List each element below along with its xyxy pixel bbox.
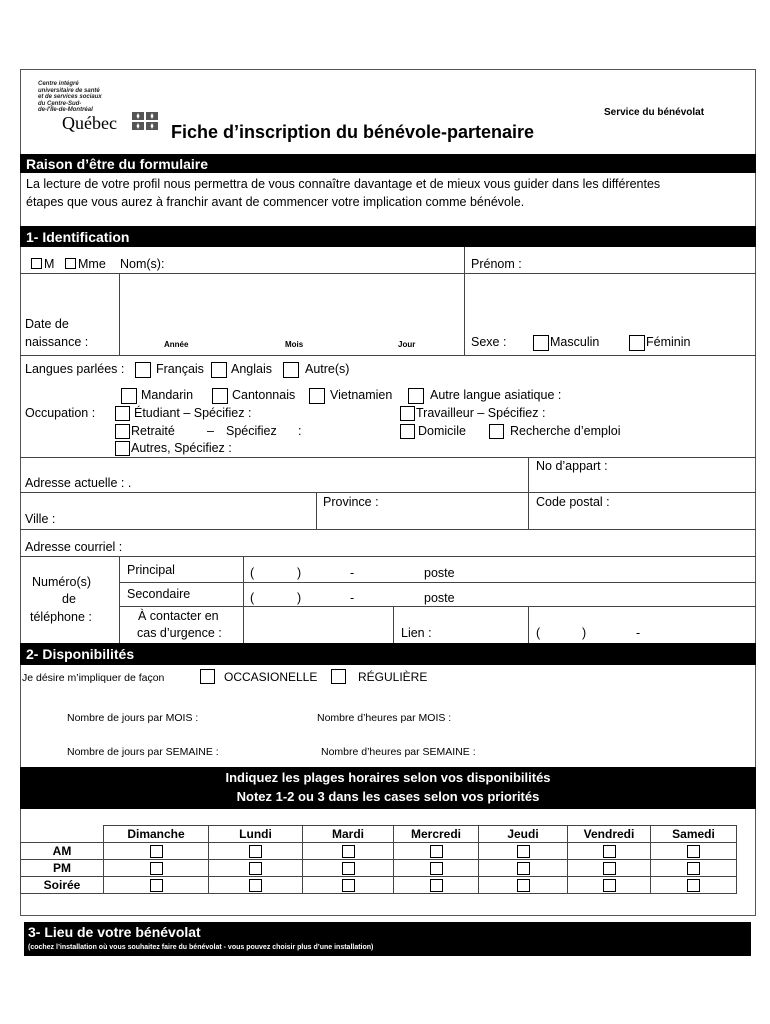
- schedule-header-row: [21, 826, 737, 843]
- slot-cell: [303, 843, 394, 860]
- urgence-dash: -: [636, 626, 641, 640]
- soiree-dimanche-checkbox[interactable]: [150, 879, 163, 892]
- identification-heading-bar: [20, 226, 756, 247]
- retraite-specifiez: Spécifiez: [226, 424, 277, 438]
- masculin-checkbox[interactable]: [533, 335, 549, 351]
- soiree-samedi-checkbox[interactable]: [687, 879, 700, 892]
- logo-line: du Centre-Sud-: [38, 100, 82, 107]
- service-label: Service du bénévolat: [604, 107, 705, 118]
- divider: [20, 556, 756, 557]
- slot-cell: [479, 843, 568, 860]
- am-jeudi-checkbox[interactable]: [517, 845, 530, 858]
- raison-heading-bar: [20, 154, 756, 173]
- divider: [20, 355, 756, 356]
- disponibilites-heading: 2- Disponibilités: [26, 646, 135, 662]
- retraite-colon: :: [298, 424, 302, 438]
- pm-jeudi-checkbox[interactable]: [517, 862, 530, 875]
- identification-heading: 1- Identification: [26, 229, 130, 245]
- row-label-pm: PM: [21, 860, 104, 877]
- quebec-flag-icon: [132, 112, 158, 130]
- pm-samedi-checkbox[interactable]: [687, 862, 700, 875]
- principal-dash: -: [350, 566, 355, 580]
- sexe-label: Sexe :: [471, 335, 507, 349]
- day-jeudi: Jeudi: [479, 826, 568, 843]
- slot-cell: [394, 877, 479, 894]
- domicile-checkbox[interactable]: [400, 424, 415, 439]
- appart-label: No d’appart :: [536, 459, 608, 473]
- autres-langues-checkbox[interactable]: [283, 362, 299, 378]
- secondaire-poste: poste: [424, 591, 455, 605]
- dob-label-line2: naissance :: [25, 335, 89, 349]
- feminin-label: Féminin: [646, 335, 691, 349]
- lien-label: Lien :: [401, 626, 432, 640]
- secondaire-label: Secondaire: [127, 587, 191, 601]
- lieu-heading-bar: [24, 922, 751, 956]
- etudiant-label: Étudiant – Spécifiez :: [134, 406, 252, 420]
- divider: [528, 457, 529, 529]
- schedule-row-soiree: [21, 877, 737, 894]
- travailleur-checkbox[interactable]: [400, 406, 415, 421]
- slot-cell: [303, 860, 394, 877]
- soiree-vendredi-checkbox[interactable]: [603, 879, 616, 892]
- anglais-checkbox[interactable]: [211, 362, 227, 378]
- francais-label: Français: [156, 362, 204, 376]
- telephone-label-line2: de: [62, 592, 76, 606]
- schedule-table: [20, 825, 737, 894]
- am-mercredi-checkbox[interactable]: [430, 845, 443, 858]
- am-dimanche-checkbox[interactable]: [150, 845, 163, 858]
- plages-horaires-bar: [20, 767, 756, 809]
- reguliere-checkbox[interactable]: [331, 669, 346, 684]
- divider: [393, 606, 394, 643]
- retraite-dash: –: [207, 424, 214, 438]
- autres-langues-label: Autre(s): [305, 362, 350, 376]
- pm-lundi-checkbox[interactable]: [249, 862, 262, 875]
- jours-semaine-label: Nombre de jours par SEMAINE :: [67, 746, 219, 758]
- logo-text: [38, 81, 102, 114]
- slot-cell: [479, 860, 568, 877]
- lieu-subtext: (cochez l’installation où vous souhaitez faire du bénévolat - vous pouvez choisir plus d’une installation): [28, 944, 374, 951]
- urgence-paren-close: ): [582, 626, 587, 640]
- dob-day-label: Jour: [398, 340, 416, 349]
- lieu-heading: 3- Lieu de votre bénévolat: [28, 924, 201, 940]
- urgence-label-line1: À contacter en: [138, 609, 219, 623]
- logo-line: Centre intégré: [38, 81, 79, 87]
- secondaire-dash: -: [350, 591, 355, 605]
- cantonnais-checkbox[interactable]: [212, 388, 228, 404]
- retraite-checkbox[interactable]: [115, 424, 130, 439]
- occasionelle-label: OCCASIONELLE: [224, 670, 318, 684]
- courriel-label: Adresse courriel :: [25, 540, 123, 554]
- form-title: Fiche d’inscription du bénévole-partenaire: [171, 122, 535, 142]
- am-vendredi-checkbox[interactable]: [603, 845, 616, 858]
- divider: [528, 606, 529, 643]
- divider: [20, 273, 756, 274]
- vietnamien-label: Vietnamien: [330, 388, 393, 402]
- m-label: M: [44, 257, 55, 271]
- day-samedi: Samedi: [651, 826, 737, 843]
- disponibilites-heading-bar: [20, 643, 756, 665]
- recherche-emploi-checkbox[interactable]: [489, 424, 504, 439]
- cantonnais-label: Cantonnais: [232, 388, 296, 402]
- divider: [243, 556, 244, 643]
- heures-mois-label: Nombre d’heures par MOIS :: [317, 712, 452, 724]
- etudiant-checkbox[interactable]: [115, 406, 130, 421]
- francais-checkbox[interactable]: [135, 362, 151, 378]
- divider: [119, 556, 120, 643]
- divider: [20, 529, 756, 530]
- quebec-wordmark: Québec: [62, 113, 117, 133]
- pm-mardi-checkbox[interactable]: [342, 862, 355, 875]
- nom-label: Nom(s):: [120, 257, 165, 271]
- mandarin-checkbox[interactable]: [121, 388, 137, 404]
- logo-line: universitaire de santé: [38, 87, 100, 94]
- divider: [119, 606, 756, 607]
- day-vendredi: Vendredi: [568, 826, 651, 843]
- slot-cell: [209, 860, 303, 877]
- logo-line: de-l'Île-de-Montréal: [38, 107, 93, 113]
- urgence-paren-open: (: [536, 626, 541, 640]
- slot-cell: [394, 860, 479, 877]
- am-samedi-checkbox[interactable]: [687, 845, 700, 858]
- slot-cell: [651, 843, 737, 860]
- am-lundi-checkbox[interactable]: [249, 845, 262, 858]
- mme-checkbox[interactable]: [65, 258, 76, 269]
- divider: [20, 457, 756, 458]
- am-mardi-checkbox[interactable]: [342, 845, 355, 858]
- m-checkbox[interactable]: [31, 258, 42, 269]
- slot-cell: [303, 877, 394, 894]
- province-label: Province :: [323, 495, 379, 509]
- retraite-label: Retraité: [131, 424, 175, 438]
- divider: [464, 247, 465, 355]
- masculin-label: Masculin: [550, 335, 600, 349]
- occasionelle-checkbox[interactable]: [200, 669, 215, 684]
- plages-horaires-line1: Indiquez les plages horaires selon vos disponibilités: [225, 770, 551, 785]
- dob-year-label: Année: [164, 340, 189, 349]
- divider: [316, 492, 317, 529]
- schedule-row-am: [21, 843, 737, 860]
- day-mardi: Mardi: [303, 826, 394, 843]
- soiree-mercredi-checkbox[interactable]: [430, 879, 443, 892]
- slot-cell: [104, 860, 209, 877]
- day-lundi: Lundi: [209, 826, 303, 843]
- day-dimanche: Dimanche: [104, 826, 209, 843]
- mandarin-label: Mandarin: [141, 388, 194, 402]
- principal-poste: poste: [424, 566, 455, 580]
- pm-mercredi-checkbox[interactable]: [430, 862, 443, 875]
- adresse-label: Adresse actuelle : .: [25, 476, 132, 490]
- slot-cell: [394, 843, 479, 860]
- reguliere-label: RÉGULIÈRE: [358, 670, 428, 684]
- slot-cell: [568, 843, 651, 860]
- ville-label: Ville :: [25, 512, 56, 526]
- postal-label: Code postal :: [536, 495, 610, 509]
- principal-label: Principal: [127, 563, 175, 577]
- domicile-label: Domicile: [418, 424, 466, 438]
- soiree-jeudi-checkbox[interactable]: [517, 879, 530, 892]
- slot-cell: [479, 877, 568, 894]
- slot-cell: [568, 877, 651, 894]
- slot-cell: [651, 860, 737, 877]
- anglais-label: Anglais: [231, 362, 272, 376]
- urgence-label-line2: cas d’urgence :: [137, 626, 222, 640]
- dob-label-line1: Date de: [25, 317, 69, 331]
- dob-month-label: Mois: [285, 340, 304, 349]
- secondaire-paren-open: (: [250, 591, 255, 605]
- slot-cell: [209, 843, 303, 860]
- divider: [119, 273, 120, 355]
- principal-paren-open: (: [250, 566, 255, 580]
- plages-horaires-line2: Notez 1-2 ou 3 dans les cases selon vos priorités: [236, 789, 540, 804]
- mme-label: Mme: [78, 257, 106, 271]
- raison-text-line2: étapes que vous aurez à franchir avant de commencer votre implication comme bénévole.: [26, 195, 525, 209]
- travailleur-label: Travailleur – Spécifiez :: [416, 406, 546, 420]
- row-label-soiree: Soirée: [21, 877, 104, 894]
- telephone-label-line1: Numéro(s): [32, 575, 92, 589]
- recherche-emploi-label: Recherche d’emploi: [510, 424, 621, 438]
- autres-occupation-label: Autres, Spécifiez :: [131, 441, 232, 455]
- autres-occupation-checkbox[interactable]: [115, 441, 130, 456]
- langues-label: Langues parlées :: [25, 362, 125, 376]
- schedule-row-pm: [21, 860, 737, 877]
- slot-cell: [568, 860, 651, 877]
- desire-label: Je désire m’impliquer de façon: [22, 672, 165, 684]
- slot-cell: [104, 843, 209, 860]
- telephone-label-line3: téléphone :: [30, 610, 92, 624]
- logo-line: et de services sociaux: [38, 94, 102, 100]
- row-label-am: AM: [21, 843, 104, 860]
- soiree-mardi-checkbox[interactable]: [342, 879, 355, 892]
- day-mercredi: Mercredi: [394, 826, 479, 843]
- slot-cell: [209, 877, 303, 894]
- asiatique-label: Autre langue asiatique :: [430, 388, 562, 402]
- asiatique-checkbox[interactable]: [408, 388, 424, 404]
- pm-dimanche-checkbox[interactable]: [150, 862, 163, 875]
- vietnamien-checkbox[interactable]: [309, 388, 325, 404]
- occupation-label: Occupation :: [25, 406, 96, 420]
- jours-mois-label: Nombre de jours par MOIS :: [67, 712, 199, 724]
- heures-semaine-label: Nombre d’heures par SEMAINE :: [321, 746, 476, 758]
- feminin-checkbox[interactable]: [629, 335, 645, 351]
- divider: [119, 582, 756, 583]
- divider: [20, 492, 756, 493]
- principal-paren-close: ): [297, 566, 302, 580]
- prenom-label: Prénom :: [471, 257, 522, 271]
- raison-heading: Raison d’être du formulaire: [26, 156, 209, 172]
- schedule-corner: [21, 826, 104, 843]
- soiree-lundi-checkbox[interactable]: [249, 879, 262, 892]
- pm-vendredi-checkbox[interactable]: [603, 862, 616, 875]
- secondaire-paren-close: ): [297, 591, 302, 605]
- slot-cell: [104, 877, 209, 894]
- slot-cell: [651, 877, 737, 894]
- raison-text-line1: La lecture de votre profil nous permettra de vous connaître davantage et de mieux vous guider dans les différentes: [26, 177, 661, 191]
